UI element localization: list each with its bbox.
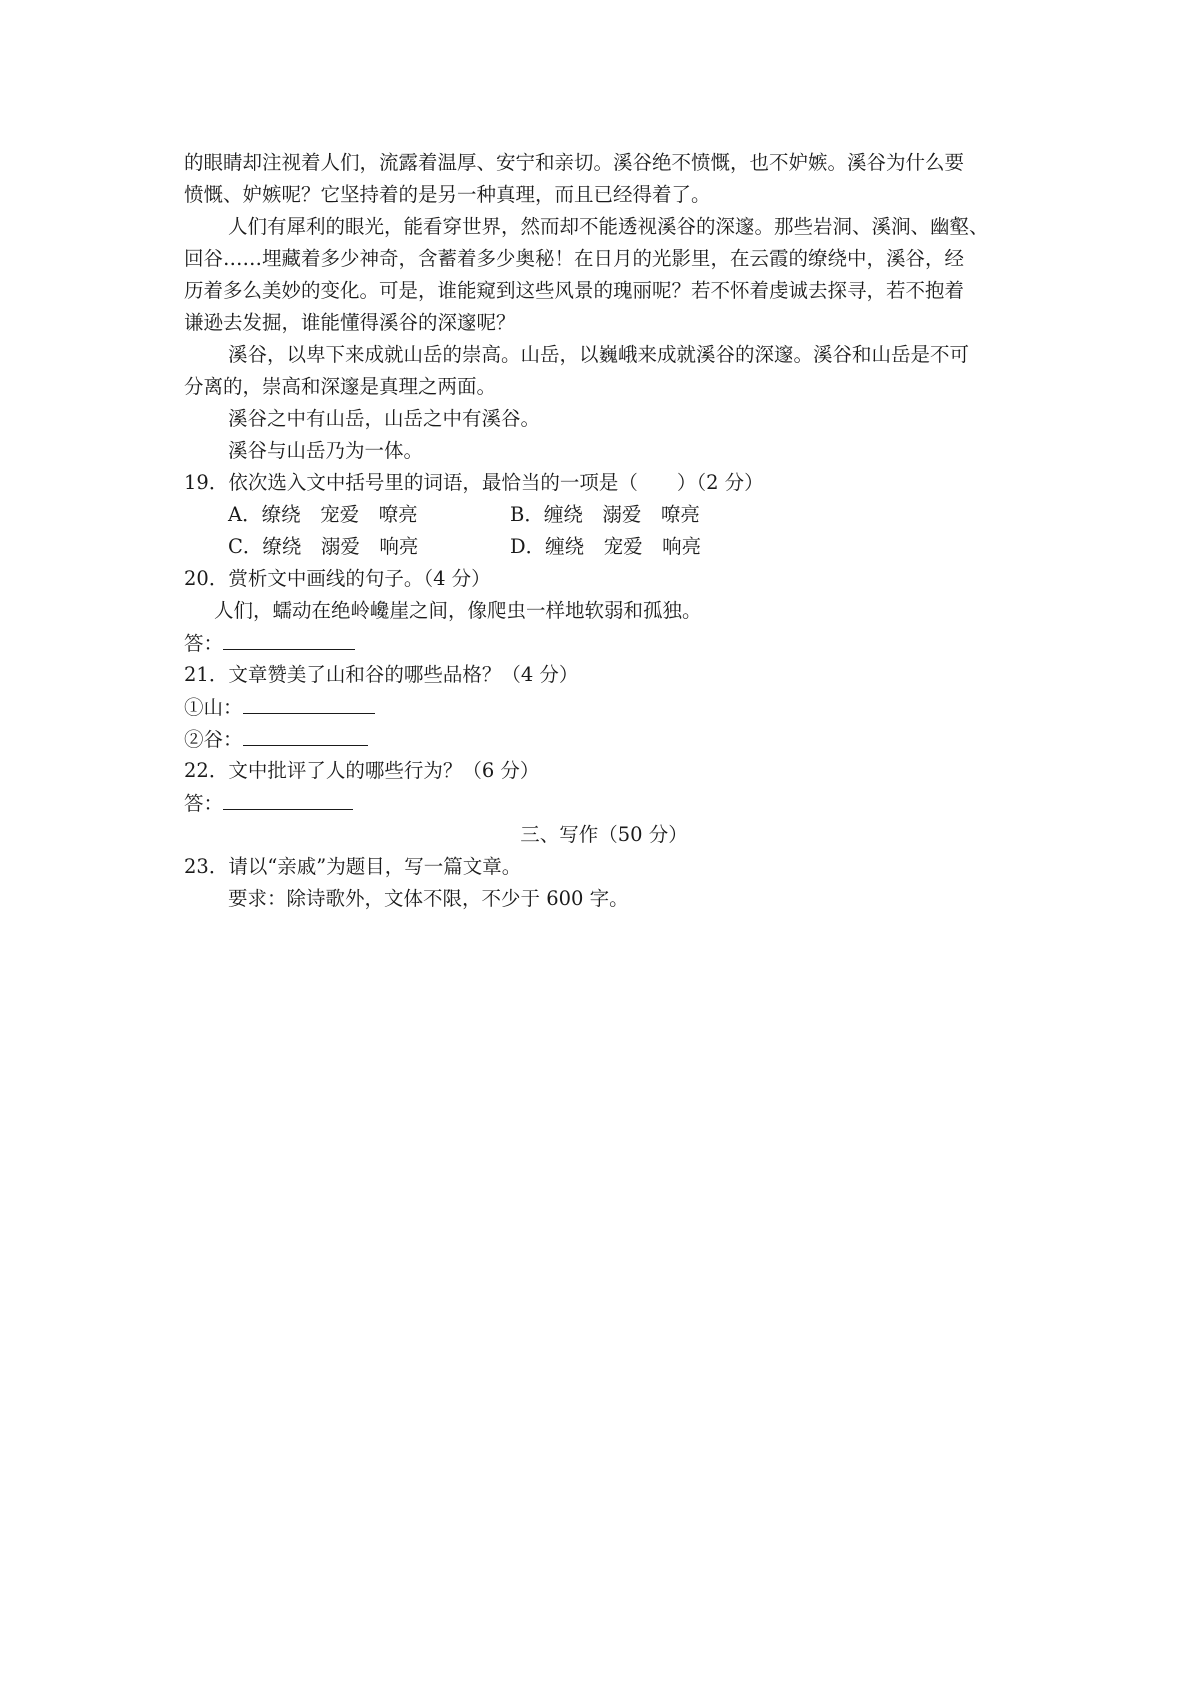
option-a: A．缭绕 宠爱 嘹亮	[228, 503, 418, 526]
passage-line: 溪谷，以卑下来成就山岳的崇高。山岳，以巍峨来成就溪谷的深邃。溪谷和山岳是不可	[228, 343, 970, 366]
passage-line: 的眼睛却注视着人们，流露着温厚、安宁和亲切。溪谷绝不愤慨，也不妒嫉。溪谷为什么要	[184, 151, 965, 174]
question-22-stem: 22．文中批评了人的哪些行为？（6 分）	[184, 759, 540, 782]
passage-line: 谦逊去发掘，谁能懂得溪谷的深邃呢？	[184, 311, 516, 334]
question-20-answer	[184, 627, 1024, 659]
question-19-options-row-2	[184, 531, 1024, 563]
valley-answer-blank[interactable]	[243, 723, 368, 746]
valley-label: ②谷：	[184, 728, 243, 751]
passage-line: 溪谷与山岳乃为一体。	[228, 439, 424, 462]
passage-line: 人们有犀利的眼光，能看穿世界，然而却不能透视溪谷的深邃。那些岩洞、溪涧、幽壑、	[228, 215, 989, 238]
mountain-answer-blank[interactable]	[243, 691, 375, 714]
question-19-stem: 19．依次选入文中括号里的词语，最恰当的一项是（ ）（2 分）	[184, 471, 764, 494]
question-21-item-2	[184, 723, 1024, 755]
passage-line: 历着多么美妙的变化。可是，谁能窥到这些风景的瑰丽呢？若不怀着虔诚去探寻，若不抱着	[184, 279, 965, 302]
question-21-stem: 21．文章赞美了山和谷的哪些品格？（4 分）	[184, 663, 579, 686]
answer-label: 答：	[184, 632, 224, 655]
question-22-answer	[184, 787, 1024, 819]
question-23-stem: 23．请以“亲戚”为题目，写一篇文章。	[184, 855, 522, 878]
question-21-item-1	[184, 691, 1024, 723]
underlined-sentence: 人们，蠕动在绝岭巉崖之间，像爬虫一样地软弱和孤独。	[214, 599, 702, 622]
exam-page	[184, 147, 1024, 915]
option-b: B．缠绕 溺爱 嘹亮	[510, 503, 700, 526]
passage-line: 愤慨、妒嫉呢？它坚持着的是另一种真理，而且已经得着了。	[184, 183, 711, 206]
option-c: C．缭绕 溺爱 响亮	[228, 535, 419, 558]
answer-label: 答：	[184, 792, 224, 815]
passage-line: 溪谷之中有山岳，山岳之中有溪谷。	[228, 407, 541, 430]
option-d: D．缠绕 宠爱 响亮	[510, 535, 702, 558]
question-23-requirement: 要求：除诗歌外，文体不限，不少于 600 字。	[228, 887, 629, 910]
passage-line: 回谷……埋藏着多少神奇，含蓄着多少奥秘！在日月的光影里，在云霞的缭绕中，溪谷，经	[184, 247, 965, 270]
question-20-stem: 20．赏析文中画线的句子。（4 分）	[184, 567, 491, 590]
answer-blank[interactable]	[223, 627, 355, 650]
mountain-label: ①山：	[184, 696, 243, 719]
section-3-title: 三、写作（50 分）	[520, 823, 688, 846]
question-19-options-row-1	[184, 499, 1024, 531]
passage-line: 分离的，崇高和深邃是真理之两面。	[184, 375, 497, 398]
answer-blank[interactable]	[223, 787, 353, 810]
